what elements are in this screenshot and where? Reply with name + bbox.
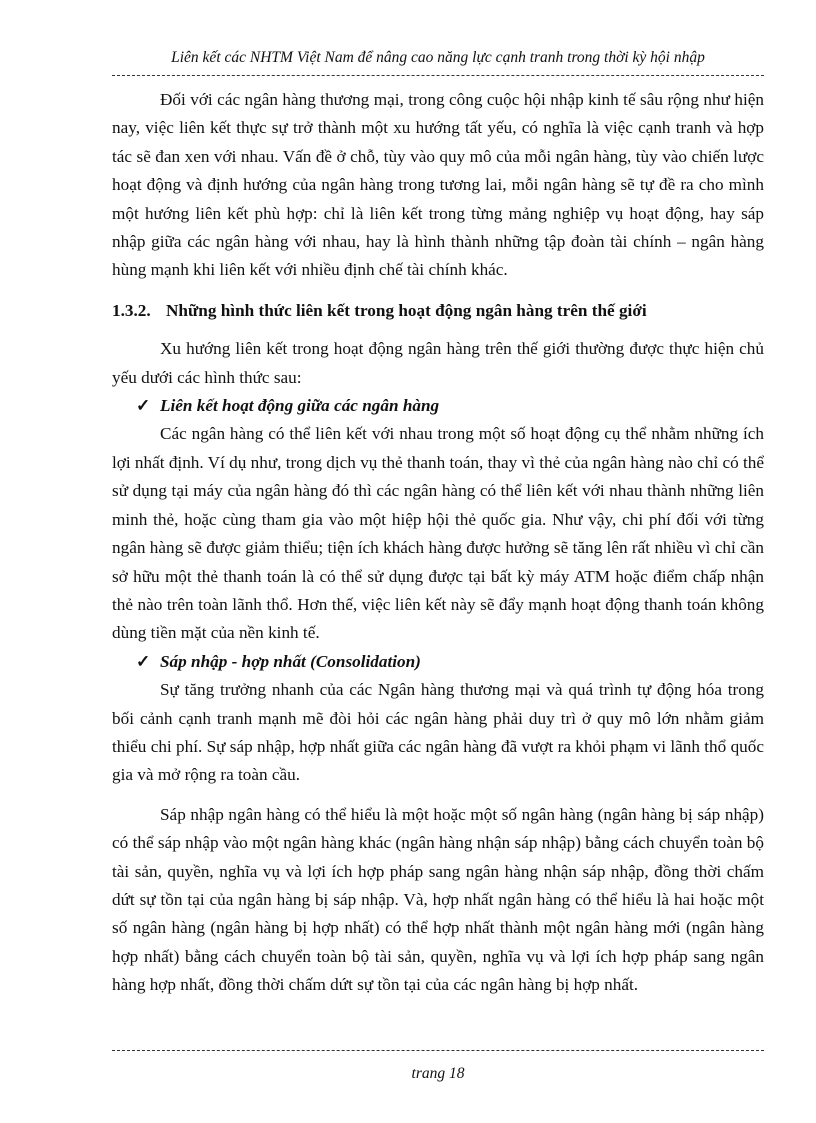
page-number: trang 18 <box>411 1065 465 1082</box>
section-number: 1.3.2. <box>112 300 151 320</box>
bullet-heading-consolidation <box>136 648 764 676</box>
running-header: Liên kết các NHTM Việt Nam để nâng cao năng lực cạnh tranh trong thời kỳ hội nhập <box>171 49 705 66</box>
interbank-paragraph: Các ngân hàng có thể liên kết với nhau trong một số hoạt động cụ thể nhằm những ích lợi nhất định. Ví dụ như, trong dịch vụ thẻ thanh toán, thay vì thẻ của ngân hàng nào chỉ có thể sử dụng tại máy của ngân hàng đó thì các ngân hàng có thể liên kết với nhau thành những liên minh thẻ, hoặc cùng tham gia vào một hiệp hội thẻ quốc gia. Như vậy, chi phí đối với từng ngân hàng sẽ được giảm thiểu; tiện ích khách hàng được hưởng sẽ tăng lên rất nhiều vì chỉ cần sở hữu một thẻ thanh toán là có thể sử dụng được tại bất kỳ máy ATM hoặc điểm chấp nhận thẻ nào trên toàn lãnh thổ. Hơn thế, việc liên kết này sẽ đẩy mạnh hoạt động thanh toán không dùng tiền mặt của nền kinh tế. <box>112 424 764 643</box>
bullet-title: Liên kết hoạt động giữa các ngân hàng <box>160 396 440 416</box>
bullet-heading-interbank <box>136 392 764 420</box>
header-divider <box>112 75 764 76</box>
merger-definition-paragraph: Sáp nhập ngân hàng có thể hiểu là một hoặc một số ngân hàng (ngân hàng bị sáp nhập) có thể sáp nhập vào một ngân hàng khác (ngân hàng nhận sáp nhập) bằng cách chuyển toàn bộ tài sản, quyền, nghĩa vụ và lợi ích hợp pháp sang ngân hàng nhận sáp nhập, đồng thời chấm dứt sự tồn tại của ngân hàng bị sáp nhập. Và, hợp nhất ngân hàng có thể hiểu là hai hoặc một số ngân hàng (ngân hàng bị hợp nhất) có thể hợp nhất thành một ngân hàng mới (ngân hàng hợp nhất) bằng cách chuyển toàn bộ tài sản, quyền, nghĩa vụ và lợi ích hợp pháp sang ngân hàng hợp nhất, đồng thời chấm dứt sự tồn tại của các ngân hàng bị hợp nhất. <box>112 804 764 995</box>
section-intro-paragraph: Xu hướng liên kết trong hoạt động ngân hàng trên thế giới thường được thực hiện chủ yếu dưới các hình thức sau: <box>112 339 764 387</box>
checkmark-icon: ✓ <box>136 396 151 416</box>
consolidation-paragraph: Sự tăng trưởng nhanh của các Ngân hàng thương mại và quá trình tự động hóa trong bối cảnh cạnh tranh mạnh mẽ đòi hỏi các ngân hàng phải duy trì ở quy mô lớn nhằm giảm thiểu chi phí. Sự sáp nhập, hợp nhất giữa các ngân hàng đã vượt ra khỏi phạm vi lãnh thổ quốc gia và mở rộng ra toàn cầu. <box>112 680 764 785</box>
intro-paragraph: Đối với các ngân hàng thương mại, trong công cuộc hội nhập kinh tế sâu rộng như hiện nay, việc liên kết thực sự trở thành một xu hướng tất yếu, có nghĩa là việc cạnh tranh và hợp tác sẽ đan xen với nhau. Vấn đề ở chỗ, tùy vào quy mô của mỗi ngân hàng, tùy vào chiến lược hoạt động và định hướng của ngân hàng trong tương lai, mỗi ngân hàng sẽ tự đề ra cho mình một hướng liên kết phù hợp: chỉ là liên kết trong từng mảng nghiệp vụ hoạt động, hay sáp nhập giữa các ngân hàng với nhau, hay là hình thành những tập đoàn tài chính – ngân hàng hùng mạnh khi liên kết với nhiều định chế tài chính khác. <box>112 90 764 280</box>
section-title: Những hình thức liên kết trong hoạt động ngân hàng trên thế giới <box>166 300 647 320</box>
checkmark-icon: ✓ <box>136 651 151 671</box>
section-heading <box>112 297 764 325</box>
bullet-title: Sáp nhập - hợp nhất (Consolidation) <box>160 651 421 671</box>
page-body <box>112 86 764 1000</box>
footer-divider <box>112 1050 764 1051</box>
